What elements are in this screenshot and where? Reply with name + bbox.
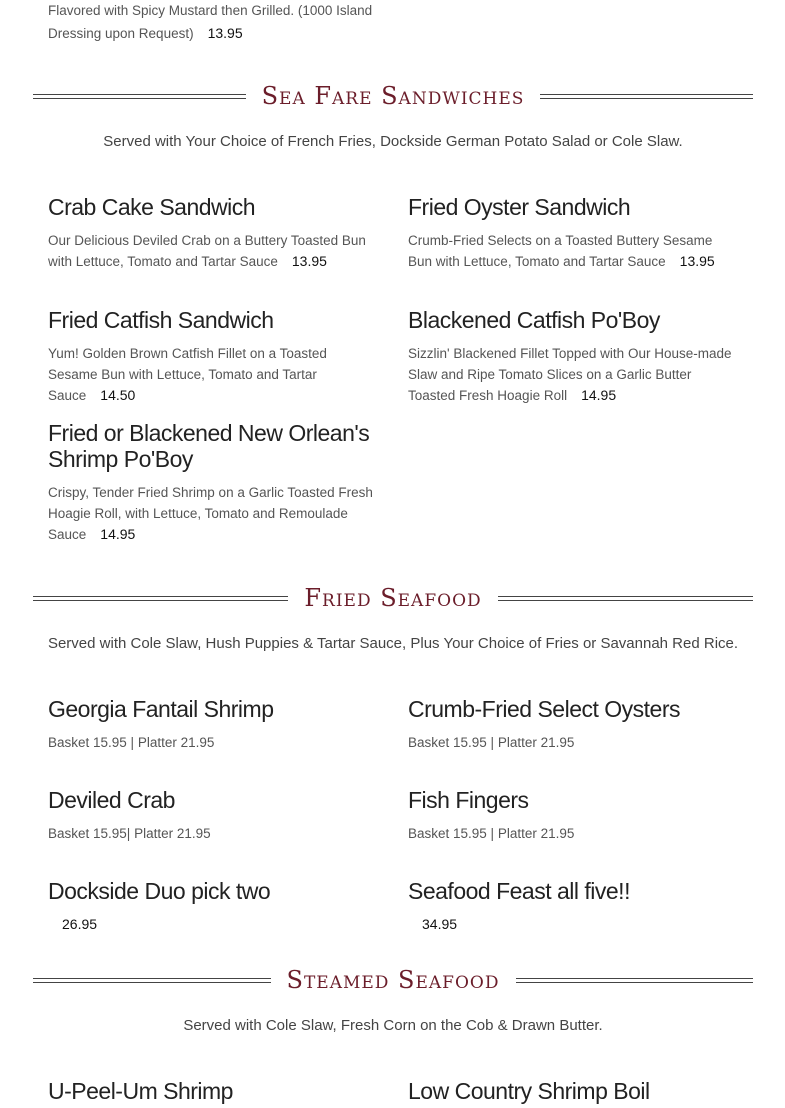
menu-item-name: Blackened Catfish Po'Boy [408, 307, 660, 333]
menu-item-name: Crumb-Fried Select Oysters [408, 696, 681, 722]
menu-item-name: Fried Catfish Sandwich [48, 307, 274, 333]
menu-item-description [408, 343, 738, 406]
section-header-sandwiches [33, 80, 753, 112]
section-subtitle-steamed: Served with Cole Slaw, Fresh Corn on the Cob & Drawn Butter. [183, 1017, 603, 1034]
menu-item-name: Crab Cake Sandwich [48, 194, 256, 220]
menu-item [408, 1078, 738, 1104]
top-item-desc-text: Flavored with Spicy Mustard then Grilled. (1000 Island Dressing upon Request) [48, 3, 373, 41]
menu-item [48, 696, 378, 753]
menu-item-name: Fried or Blackened New Orlean's Shrimp Po'Boy [48, 420, 370, 472]
section-subtitle-sandwiches: Served with Your Choice of French Fries, Dockside German Potato Salad or Cole Slaw. [103, 133, 683, 150]
menu-item-name: U-Peel-Um Shrimp [48, 1078, 233, 1104]
menu-item-price: 13.95 [291, 253, 327, 269]
section-subtitle-fried: Served with Cole Slaw, Hush Puppies & Tartar Sauce, Plus Your Choice of Fries or Savannah Red Rice. [47, 635, 739, 652]
menu-item [48, 307, 378, 406]
divider-rule [498, 596, 753, 601]
menu-item-description [48, 230, 378, 272]
menu-item [48, 194, 378, 272]
menu-item-name: Seafood Feast all five!! [408, 878, 630, 904]
menu-item-description: Basket 15.95 | Platter 21.95 [408, 735, 575, 750]
section-header-steamed [33, 964, 753, 996]
menu-item-description [48, 482, 378, 545]
section-header-fried [33, 582, 753, 614]
menu-item-name: Low Country Shrimp Boil [408, 1078, 650, 1104]
divider-rule [33, 978, 271, 983]
divider-rule [33, 94, 246, 99]
section-title-steamed: Steamed Seafood [286, 966, 500, 994]
menu-item-description [48, 343, 378, 406]
top-item-price: 13.95 [207, 25, 243, 41]
menu-item [408, 307, 738, 406]
menu-item-name: Fish Fingers [408, 787, 529, 813]
menu-item-desc-text: Crumb-Fried Selects on a Toasted Buttery Sesame Bun with Lettuce, Tomato and Tartar Sauce [408, 233, 713, 269]
menu-item-price: 26.95 [62, 916, 98, 932]
menu-item-description: Basket 15.95 | Platter 21.95 [48, 735, 215, 750]
menu-item [48, 878, 378, 932]
menu-item-desc-text: Sizzlin' Blackened Fillet Topped with Our House-made Slaw and Ripe Tomato Slices on a Garlic Butter Toasted Fresh Hoagie Roll [408, 346, 732, 403]
top-item-description [48, 0, 378, 45]
divider-rule [540, 94, 753, 99]
section-title-fried: Fried Seafood [304, 584, 482, 612]
menu-item [48, 787, 378, 844]
menu-item [408, 194, 738, 272]
divider-rule [33, 596, 288, 601]
menu-item [408, 878, 738, 932]
menu-item-name: Georgia Fantail Shrimp [48, 696, 274, 722]
divider-rule [516, 978, 754, 983]
menu-item-description: Basket 15.95 | Platter 21.95 [408, 826, 575, 841]
menu-item-price: 14.95 [581, 387, 617, 403]
menu-item-description [408, 230, 738, 272]
menu-item [48, 420, 378, 545]
menu-item-desc-text: Our Delicious Deviled Crab on a Buttery Toasted Bun with Lettuce, Tomato and Tartar Sauce [48, 233, 366, 269]
menu-item-description: Basket 15.95| Platter 21.95 [48, 826, 211, 841]
section-title-sandwiches: Sea Fare Sandwiches [261, 82, 525, 110]
menu-item [408, 696, 738, 753]
menu-item-name: Dockside Duo pick two [48, 878, 271, 904]
menu-item-price: 34.95 [422, 916, 458, 932]
menu-item-price: 13.95 [679, 253, 715, 269]
menu-item-desc-text: Crispy, Tender Fried Shrimp on a Garlic Toasted Fresh Hoagie Roll, with Lettuce, Tomato and Remoulade Sauce [48, 485, 373, 542]
menu-item-price: 14.50 [100, 387, 136, 403]
menu-item-desc-text: Yum! Golden Brown Catfish Fillet on a Toasted Sesame Bun with Lettuce, Tomato and Tartar Sauce [48, 346, 327, 403]
menu-item [48, 1078, 378, 1104]
menu-item-price: 14.95 [100, 526, 136, 542]
menu-item-name: Deviled Crab [48, 787, 175, 813]
menu-item [408, 787, 738, 844]
menu-item-name: Fried Oyster Sandwich [408, 194, 631, 220]
